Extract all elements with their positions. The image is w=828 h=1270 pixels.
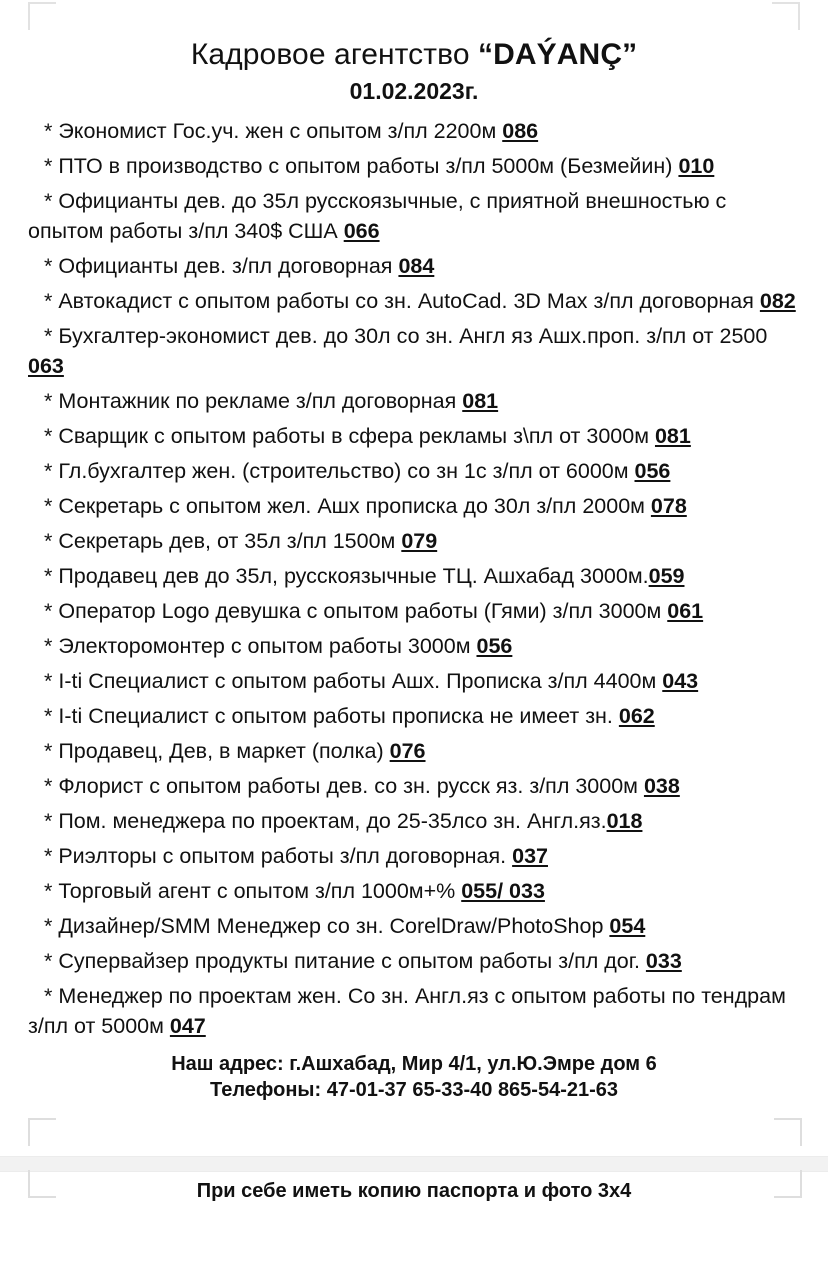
job-listing-item [28, 736, 802, 766]
job-listing-item [28, 421, 802, 451]
job-listing-item [28, 561, 802, 591]
job-listing-item [28, 116, 802, 146]
job-listing-text: * Продавец, Дев, в маркет (полка) [44, 739, 390, 763]
job-listing-text: * Секретарь дев, от 35л з/пл 1500м [44, 529, 402, 553]
job-code: 066 [343, 219, 380, 243]
job-listing-text: * Флорист с опытом работы дев. со зн. русск яз. з/пл 3000м [44, 774, 644, 798]
job-listing-text: * Пом. менеджера по проектам, до 25-35лсо зн. Англ.яз. [44, 809, 607, 833]
job-listing-text: * Риэлторы с опытом работы з/пл договорная. [44, 844, 513, 868]
job-listing-item [28, 876, 802, 906]
job-listing-item [28, 251, 802, 281]
job-listing-item [28, 911, 802, 941]
page-corner-mark-bottom-right [774, 1118, 802, 1146]
job-listing-item [28, 596, 802, 626]
job-listing-text: * Бухгалтер-экономист дев. до 30л со зн. Англ яз Ашх.проп. з/пл от 2500 [44, 324, 768, 348]
job-listing-text: * Менеджер по проектам жен. Со зн. Англ.яз с опытом работы по тендрам з/пл от 5000м [28, 984, 786, 1038]
job-code: 063 [28, 354, 64, 378]
job-code: 059 [648, 564, 685, 588]
job-code: 081 [462, 389, 499, 413]
job-listing-text: * Дизайнер/SMM Менеджер со зн. CorelDraw/PhotoShop [44, 914, 610, 938]
job-listing-item [28, 806, 802, 836]
job-listing-item [28, 286, 802, 316]
job-code: 082 [759, 289, 796, 313]
job-listing-item [28, 491, 802, 521]
job-listing-item [28, 841, 802, 871]
job-listing-text: * Сварщик с опытом работы в сфера рекламы з\пл от 3000м [44, 424, 655, 448]
job-code: 079 [401, 529, 438, 553]
job-listing-item [28, 946, 802, 976]
page-title [0, 36, 828, 74]
job-listing-item [28, 456, 802, 486]
job-code: 084 [398, 254, 435, 278]
job-listing-item [28, 981, 802, 1041]
job-listing-text: * Торговый агент с опытом з/пл 1000м+% [44, 879, 462, 903]
job-code: 033 [645, 949, 682, 973]
job-code: 054 [609, 914, 646, 938]
page-corner-mark-bottom-left [28, 1118, 56, 1146]
page-break-separator [0, 1156, 828, 1172]
contact-block [0, 1051, 828, 1103]
job-listing-item [28, 186, 802, 246]
job-listing-text: * Секретарь с опытом жел. Ашх прописка до 30л з/пл 2000м [44, 494, 651, 518]
document-date: 01.02.2023г. [349, 78, 479, 104]
job-listing-text: * Монтажник по рекламе з/пл договорная [44, 389, 463, 413]
title-prefix: Кадровое агентство [190, 38, 479, 71]
job-code: 061 [667, 599, 704, 623]
job-listing-item [28, 771, 802, 801]
job-listing-text: * Официанты дев. з/пл договорная [44, 254, 399, 278]
job-listing-item [28, 151, 802, 181]
job-listing-text: * ПТО в производство с опытом работы з/пл 5000м (Безмейин) [44, 154, 679, 178]
job-code: 010 [678, 154, 715, 178]
job-code: 081 [654, 424, 691, 448]
contact-phones: Телефоны: 47-01-37 65-33-40 865-54-21-63 [209, 1079, 619, 1101]
job-listing-text: * Электоромонтер с опытом работы 3000м [44, 634, 477, 658]
job-listing-text: * Автокадист с опытом работы со зн. AutoCad. 3D Max з/пл договорная [44, 289, 760, 313]
job-code: 078 [650, 494, 687, 518]
job-code: 056 [634, 459, 671, 483]
document-header [0, 0, 828, 106]
job-code: 043 [662, 669, 699, 693]
job-code: 056 [476, 634, 513, 658]
job-code: 038 [643, 774, 680, 798]
job-code: 018 [606, 809, 643, 833]
job-listing-item [28, 321, 802, 381]
agency-brand-name: “DAÝANÇ” [478, 38, 638, 71]
job-code: 062 [618, 704, 655, 728]
job-listing-text: * Экономист Гос.уч. жен с опытом з/пл 2200м [44, 119, 503, 143]
job-listing-item [28, 631, 802, 661]
job-code: 076 [389, 739, 426, 763]
job-listing-item [28, 386, 802, 416]
job-listing-text: * I-ti Специалист с опытом работы Ашх. Прописка з/пл 4400м [44, 669, 663, 693]
job-listing-text: * Гл.бухгалтер жен. (строительство) со зн 1с з/пл от 6000м [44, 459, 635, 483]
job-listing-text: * Супервайзер продукты питание с опытом работы з/пл дог. [44, 949, 646, 973]
job-listing-item [28, 526, 802, 556]
job-listing-item [28, 666, 802, 696]
passport-photo-note: При себе иметь копию паспорта и фото 3х4 [196, 1180, 632, 1202]
job-listing-item [28, 701, 802, 731]
job-code: 047 [169, 1014, 206, 1038]
job-listing-text: * Оператор Logo девушка с опытом работы (Гями) з/пл 3000м [44, 599, 668, 623]
job-code: 037 [512, 844, 548, 868]
job-listing-text: * I-ti Специалист с опытом работы прописка не имеет зн. [44, 704, 619, 728]
job-code: 055/ 033 [461, 879, 545, 903]
job-listing-text: * Продавец дев до 35л, русскоязычные ТЦ. Ашхабад 3000м. [44, 564, 649, 588]
contact-address: Наш адрес: г.Ашхабад, Мир 4/1, ул.Ю.Эмре дом 6 [171, 1053, 657, 1075]
job-listings [0, 116, 828, 1041]
job-listing-text: * Официанты дев. до 35л русскоязычные, с приятной внешностью с опытом работы з/пл 340$ США [28, 189, 727, 243]
job-code: 086 [502, 119, 539, 143]
